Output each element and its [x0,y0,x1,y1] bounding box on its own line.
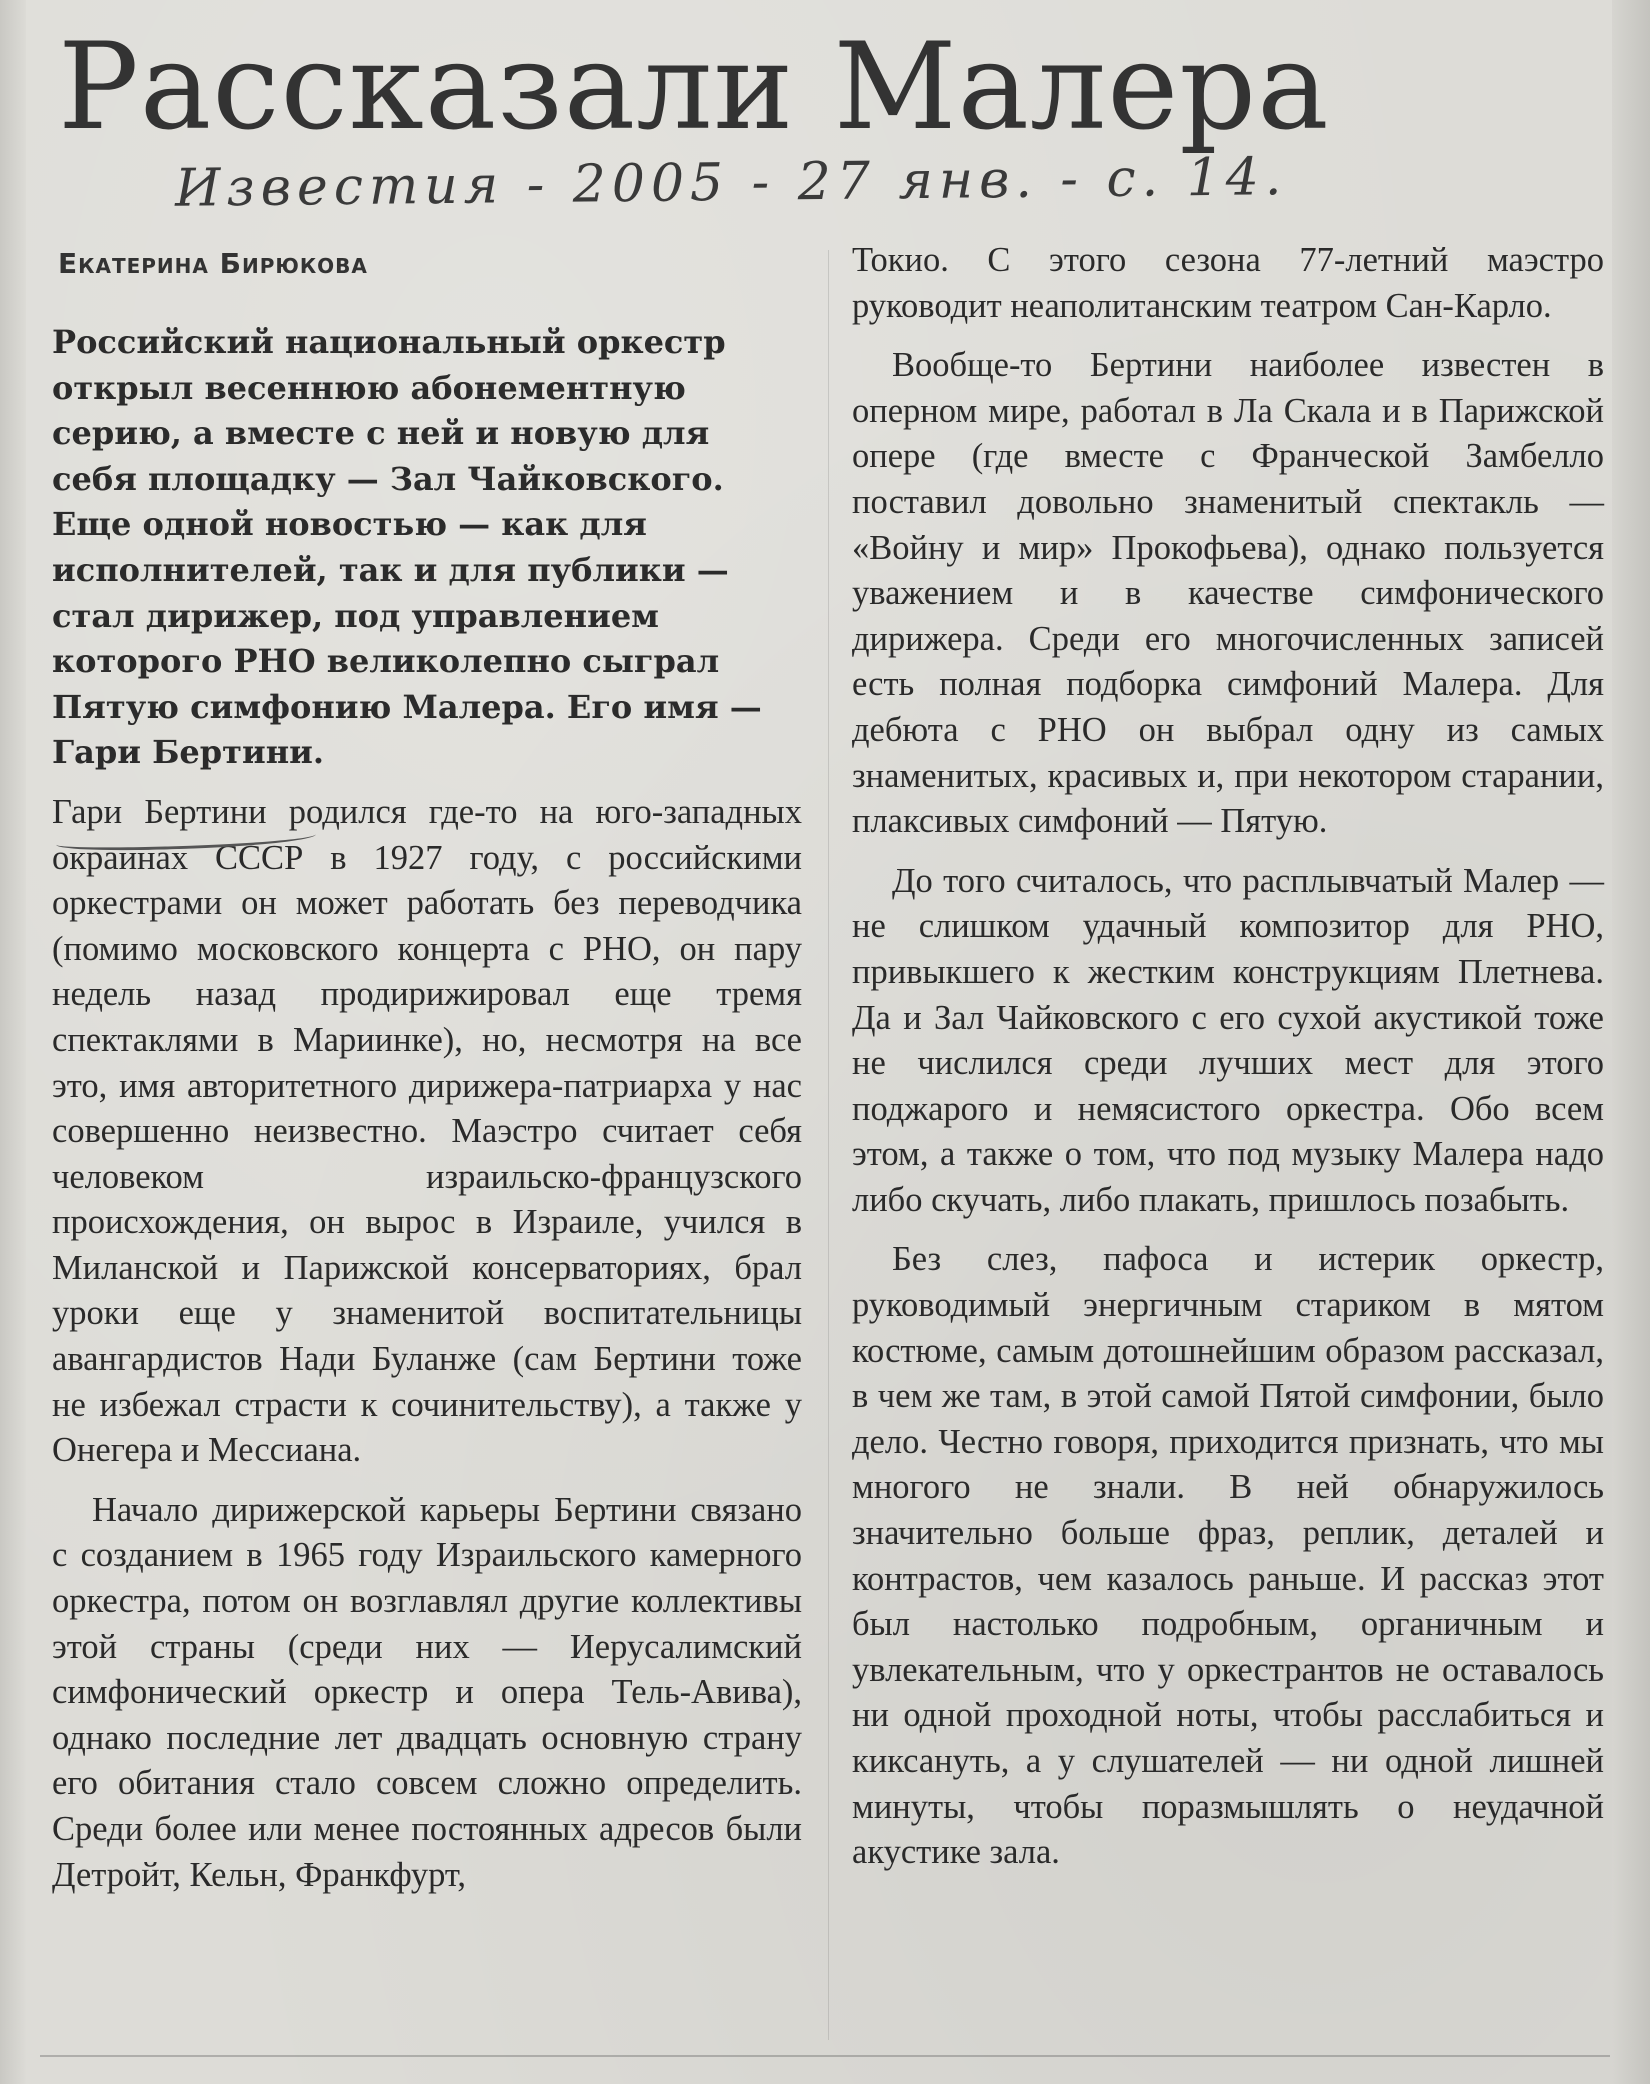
body-paragraph: Гари Бертини родился где-то на юго-западных окраинах СССР в 1927 году, с российскими оркестрами он может работать без переводчика (помимо московского концерта с РНО, он пару недель назад продирижировал еще тремя спектаклями в Мариинке), но, несмотря на все это, имя авторитетного дирижера-патриарха у нас совершенно неизвестно. Маэстро считает себя человеком израильско-французского происхождения, он вырос в Израиле, учился в Миланской и Парижской консерваториях, брал уроки еще у знаменитой воспитательницы авангардистов Нади Буланже (сам Бертини тоже не избежал страсти к сочинительству), а также у Онегера и Мессиана. [52,792,802,1470]
scan-edge-left [0,0,26,2084]
article-headline: Рассказали Малера [58,18,1330,157]
right-column [852,238,1604,1876]
body-paragraph: Вообще-то Бертини наиболее известен в оперном мире, работал в Ла Скала и в Парижской опере (где вместе с Франческой Замбелло поставил довольно знаменитый спектакль — «Войну и мир» Прокофьева), однако пользуется уважением и в качестве симфонического дирижера. Среди его многочисленных записей есть полная подборка симфоний Малера. Для дебюта с РНО он выбрал одну из самых знаменитых, красивых и, при некотором старании, плаксивых симфоний — Пятую. [852,346,1604,841]
article-author: Екатерина Бирюкова [58,247,368,280]
handwritten-source-note: Известия - 2005 - 27 янв. - с. 14. [174,147,1288,219]
body-paragraph: До того считалось, что расплывчатый Малер — не слишком удачный композитор для РНО, привыкшего к жестким конструкциям Плетнева. Да и Зал Чайковского с его сухой акустикой тоже не числился среди лучших мест для этого поджарого и немясистого оркестра. Обо всем этом, а также о том, что под музыку Малера надо либо скучать, либо плакать, пришлось позабыть. [852,861,1604,1219]
scan-edge-right [1612,0,1650,2084]
clipping-bottom-edge [40,2055,1610,2057]
left-column [52,320,802,1898]
body-paragraph: Без слез, пафоса и истерик оркестр, руководимый энергичным стариком в мятом костюме, самым дотошнейшим образом рассказал, в чем же там, в этой самой Пятой симфонии, было дело. Честно говоря, приходится признать, что мы многого не знали. В ней обнаружилось значительно больше фраз, реплик, деталей и контрастов, чем казалось раньше. И рассказ этот был настолько подробным, органичным и увлекательным, что у оркестрантов не оставалось ни одной проходной ноты, чтобы расслабиться и киксануть, а у слушателей — ни одной лишней минуты, чтобы поразмышлять о неудачной акустике зала. [852,1240,1604,1872]
article-lead: Российский национальный оркестр открыл весеннюю абонементную серию, а вместе с ней и новую для себя площадку — Зал Чайковского. Еще одной новостью — как для исполнителей, так и для публики — стал дирижер, под управлением которого РНО великолепно сыграл Пятую симфонию Малера. Его имя — Гари Бертини. [52,323,762,772]
column-divider [828,250,829,2040]
body-paragraph: Начало дирижерской карьеры Бертини связано с созданием в 1965 году Израильского камерного оркестра, потом он возглавлял другие коллективы этой страны (среди них — Иерусалимский симфонический оркестр и опера Тель-Авива), однако последние лет двадцать основную страну его обитания стало совсем сложно определить. Среди более или менее постоянных адресов были Детройт, Кельн, Франкфурт, [52,1490,802,1894]
body-paragraph: Токио. С этого сезона 77-летний маэстро руководит неаполитанским театром Сан-Карло. [852,241,1604,325]
